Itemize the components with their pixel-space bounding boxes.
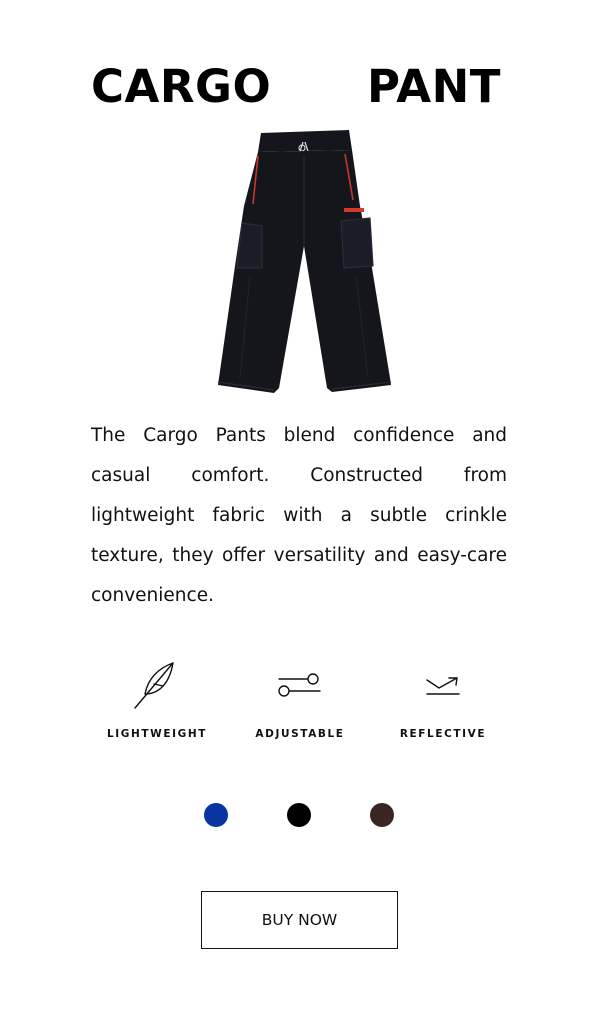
- feature-lightweight: [86, 660, 228, 740]
- feature-label-reflective: REFLECTIVE: [399, 728, 487, 740]
- color-swatch-brown[interactable]: [370, 803, 394, 827]
- feather-icon: [127, 660, 187, 710]
- product-description: The Cargo Pants blend confidence and casual comfort. Constructed from lightweight fabric with a subtle crinkle texture, they offer versatility and easy-care convenience.: [91, 425, 507, 606]
- title-word-cargo: CARGO: [91, 59, 272, 113]
- feature-reflective: [372, 660, 514, 740]
- buy-now-button[interactable]: BUY NOW: [201, 891, 398, 949]
- feature-adjustable: [229, 660, 371, 740]
- adjustable-toggle-icon: [270, 660, 330, 710]
- feature-list: [86, 660, 514, 740]
- color-swatches: [204, 803, 396, 827]
- feature-label-lightweight: LIGHTWEIGHT: [107, 728, 207, 740]
- page-title: [91, 56, 501, 116]
- color-swatch-black[interactable]: [287, 803, 311, 827]
- feature-label-adjustable: ADJUSTABLE: [255, 728, 345, 740]
- product-image: [210, 126, 396, 398]
- color-swatch-blue[interactable]: [204, 803, 228, 827]
- reflective-arrow-icon: [413, 660, 473, 710]
- title-word-pant: PANT: [366, 59, 501, 113]
